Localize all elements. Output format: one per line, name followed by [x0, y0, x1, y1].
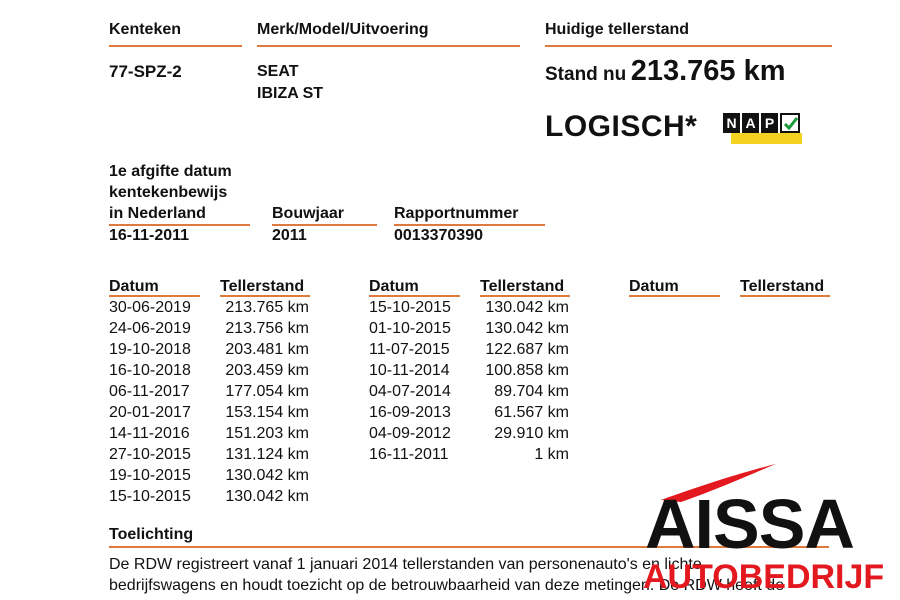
kenteken-label: Kenteken: [109, 21, 182, 38]
table-row-km: 177.054 km: [225, 383, 309, 400]
divider: [369, 295, 460, 297]
table-row-km: 153.154 km: [225, 404, 309, 421]
table-row-km: 130.042 km: [225, 467, 309, 484]
divider: [257, 45, 520, 47]
model-value: IBIZA ST: [257, 85, 324, 102]
table-row-km: 130.042 km: [485, 299, 569, 316]
table-row-date: 20-01-2017: [109, 404, 191, 421]
table-row-date: 15-10-2015: [369, 299, 451, 316]
toelichting-title: Toelichting: [109, 526, 194, 543]
logisch-status: LOGISCH*: [545, 110, 698, 143]
table-row-date: 16-10-2018: [109, 362, 191, 379]
table-row-date: 04-07-2014: [369, 383, 451, 400]
table-row-date: 30-06-2019: [109, 299, 191, 316]
kenteken-value: 77-SPZ-2: [109, 62, 182, 81]
col-date-header: Datum: [109, 278, 159, 295]
bouwjaar-label: Bouwjaar: [272, 205, 345, 222]
nap-logo: [723, 113, 803, 145]
table-row-date: 16-11-2011: [369, 446, 449, 463]
table-row-date: 01-10-2015: [369, 320, 451, 337]
nap-yellow-bar: [731, 133, 802, 144]
col-date-header: Datum: [629, 278, 679, 295]
table-row-date: 15-10-2015: [109, 488, 191, 505]
table-row-date: 10-11-2014: [369, 362, 450, 379]
logo-name: AISSA: [645, 485, 854, 563]
afgifte-value: 16-11-2011: [109, 227, 190, 244]
table-row-date: 19-10-2015: [109, 467, 191, 484]
nap-letter: P: [761, 113, 778, 133]
table-row-km: 203.481 km: [225, 341, 309, 358]
afgifte-label-1: 1e afgifte datum: [109, 163, 232, 180]
divider: [394, 224, 545, 226]
table-row-km: 61.567 km: [494, 404, 569, 421]
col-date-header: Datum: [369, 278, 419, 295]
stand-prefix: Stand nu: [545, 64, 627, 85]
table-row-km: 122.687 km: [485, 341, 569, 358]
table-row-km: 89.704 km: [494, 383, 569, 400]
table-row-km: 130.042 km: [485, 320, 569, 337]
divider: [629, 295, 720, 297]
divider: [109, 45, 242, 47]
toelichting-line-2: bedrijfswagens en houdt toezicht op de betrouwbaarheid van deze metingen. De RDW heeft de: [109, 577, 785, 594]
logo-sub: AUTOBEDRIJF: [643, 558, 885, 596]
rapport-label: Rapportnummer: [394, 205, 519, 222]
toelichting-line-1: De RDW registreert vanaf 1 januari 2014 tellerstanden van personenauto's en lichte: [109, 556, 702, 573]
divider: [272, 224, 377, 226]
divider: [740, 295, 830, 297]
current-reading: [545, 55, 786, 88]
divider: [220, 295, 310, 297]
table-row-date: 19-10-2018: [109, 341, 191, 358]
merk-value: SEAT: [257, 63, 299, 80]
table-row-date: 06-11-2017: [109, 383, 190, 400]
bouwjaar-value: 2011: [272, 227, 307, 244]
teller-label: Huidige tellerstand: [545, 21, 690, 38]
rapport-value: 0013370390: [394, 227, 483, 244]
table-row-km: 151.203 km: [225, 425, 309, 442]
table-row-date: 11-07-2015: [369, 341, 450, 358]
table-row-km: 29.910 km: [494, 425, 569, 442]
nap-letter: A: [742, 113, 759, 133]
table-row-km: 1 km: [534, 446, 569, 463]
aissa-logo: [641, 462, 893, 600]
divider: [109, 224, 250, 226]
divider: [545, 45, 832, 47]
divider: [109, 295, 200, 297]
table-row-date: 16-09-2013: [369, 404, 451, 421]
table-row-date: 27-10-2015: [109, 446, 191, 463]
table-row-km: 100.858 km: [485, 362, 569, 379]
afgifte-label-3: in Nederland: [109, 205, 206, 222]
table-row-km: 213.756 km: [225, 320, 309, 337]
table-row-km: 130.042 km: [225, 488, 309, 505]
col-teller-header: Tellerstand: [480, 278, 565, 295]
stand-value: 213.765 km: [630, 55, 786, 87]
table-row-date: 04-09-2012: [369, 425, 451, 442]
merk-label: Merk/Model/Uitvoering: [257, 21, 429, 38]
table-row-km: 213.765 km: [225, 299, 309, 316]
divider: [480, 295, 570, 297]
table-row-km: 203.459 km: [225, 362, 309, 379]
check-icon: [780, 113, 800, 133]
afgifte-label-2: kentekenbewijs: [109, 184, 228, 201]
col-teller-header: Tellerstand: [740, 278, 825, 295]
table-row-km: 131.124 km: [225, 446, 309, 463]
table-row-date: 14-11-2016: [109, 425, 190, 442]
nap-letter: N: [723, 113, 740, 133]
table-row-date: 24-06-2019: [109, 320, 191, 337]
col-teller-header: Tellerstand: [220, 278, 305, 295]
